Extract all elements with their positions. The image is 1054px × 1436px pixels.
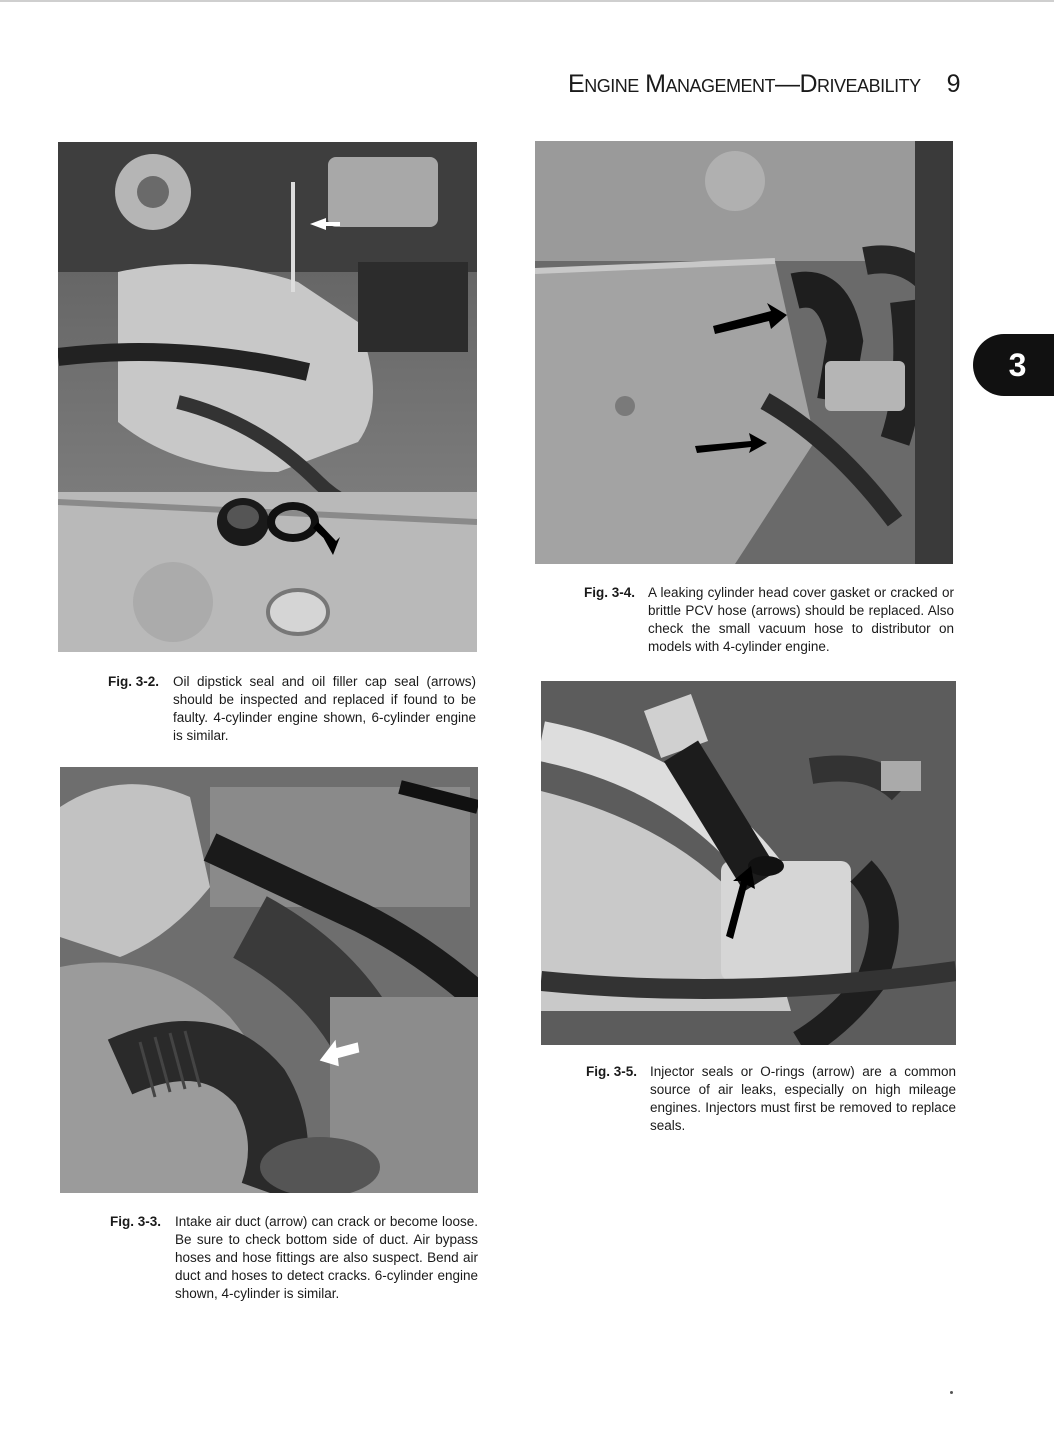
running-header — [420, 70, 960, 106]
caption-label: Fig. 3-3. — [110, 1214, 162, 1229]
caption-text: A leaking cylinder head cover gasket or cracked or brittle PCV hose (arrows) should be replaced. Also check the small vacuum hose to distributor on models with 4-cylinder engine. — [648, 585, 954, 654]
photo-fig-3-3 — [60, 767, 478, 1193]
page-number: 9 — [946, 70, 960, 98]
caption-text: Intake air duct (arrow) can crack or become loose. Be sure to check bottom side of duct. Air bypass hoses and hose fittings are also suspect. Bend air duct and hoses to detect cracks. 6-cylinder engine shown, 4-cylinder is similar. — [175, 1214, 478, 1301]
photo-fig-3-2 — [58, 142, 477, 652]
top-rule — [0, 0, 1054, 2]
caption-label: Fig. 3-4. — [584, 585, 636, 600]
caption-fig-3-4 — [584, 584, 954, 656]
caption-fig-3-3 — [110, 1213, 478, 1303]
caption-fig-3-2 — [108, 673, 476, 745]
photo-fig-3-5 — [541, 681, 956, 1045]
chapter-tab: 3 — [973, 334, 1054, 396]
page-speck — [950, 1391, 953, 1394]
caption-text: Oil dipstick seal and oil filler cap seal (arrows) should be inspected and replaced if found to be faulty. 4-cylinder engine shown, 6-cylinder engine is similar. — [173, 674, 476, 743]
caption-label: Fig. 3-5. — [586, 1064, 638, 1079]
caption-text: Injector seals or O-rings (arrow) are a common source of air leaks, especially on high mileage engines. Injectors must first be removed to replace seals. — [650, 1064, 956, 1133]
caption-fig-3-5 — [586, 1063, 956, 1135]
section-title: Engine Management—Driveability — [568, 70, 921, 98]
caption-label: Fig. 3-2. — [108, 674, 160, 689]
photo-fig-3-4 — [535, 141, 953, 564]
